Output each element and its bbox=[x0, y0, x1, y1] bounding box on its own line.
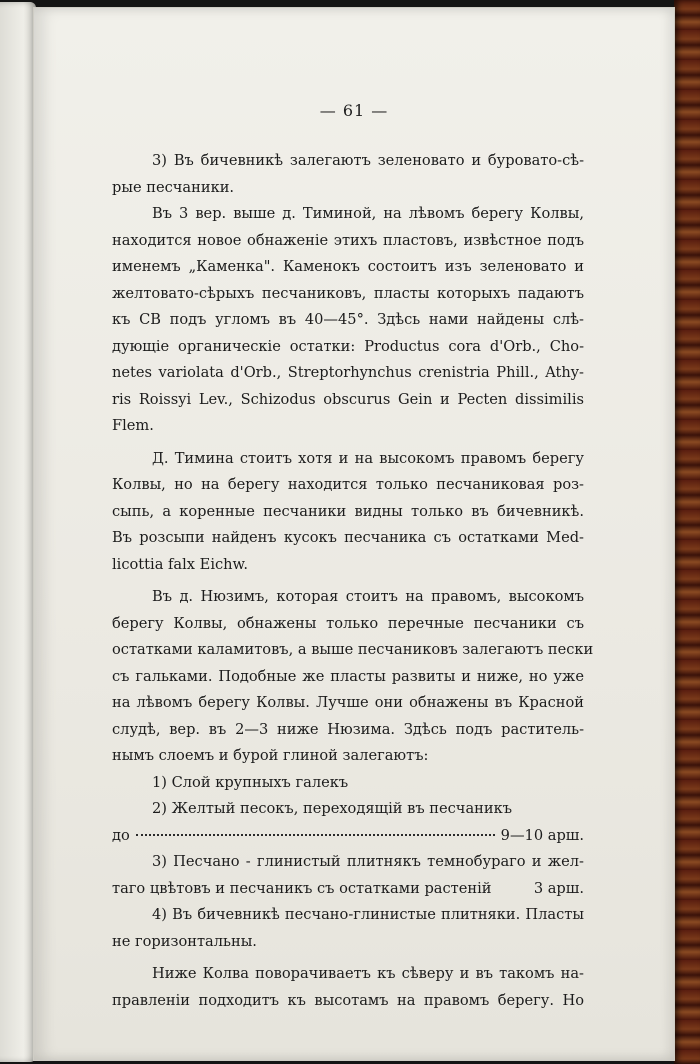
page-body bbox=[112, 148, 594, 1014]
list-item-value: 3 арш. bbox=[533, 879, 584, 897]
list-item-continuation bbox=[112, 876, 584, 903]
text-line: Въ д. Нюзимъ, которая стоитъ на правомъ, высокомъ bbox=[152, 588, 584, 605]
paragraph-5 bbox=[112, 961, 584, 1014]
paragraph-2 bbox=[112, 201, 584, 440]
list-item: 1) Слой крупныхъ галекъ bbox=[152, 773, 349, 791]
text-line: дующіе органическіе остатки: Productus cora d'Orb., Cho- bbox=[112, 337, 584, 355]
list-item: 3) Песчано - глинистый плитнякъ темнобураго и жел- bbox=[152, 853, 584, 870]
text-line: netes variolata d'Orb., Streptorhynchus crenistria Phill., Athy- bbox=[112, 364, 584, 381]
text-line: желтовато-сѣрыхъ песчаниковъ, пласты которыхъ падаютъ bbox=[112, 284, 584, 302]
list-item-continuation bbox=[112, 823, 584, 850]
list-item-value: 9—10 арш. bbox=[500, 826, 584, 844]
text-line: на лѣвомъ берегу Колвы. Лучше они обнажены въ Красной bbox=[112, 694, 584, 711]
text-line: Колвы, но на берегу находится только песчаниковая роз- bbox=[112, 476, 584, 493]
text-line: къ СВ подъ угломъ въ 40—45°. Здѣсь нами найдены слѣ- bbox=[112, 311, 584, 328]
text-line: ris Roissyi Lev., Schizodus obscurus Gein и Pecten dissimilis bbox=[112, 390, 584, 408]
text-line: licottia falx Eichw. bbox=[112, 555, 248, 573]
text-line: Flem. bbox=[112, 417, 154, 434]
book-binding-edge bbox=[674, 0, 700, 1064]
text-line: Въ 3 вер. выше д. Тиминой, на лѣвомъ берегу Колвы, bbox=[152, 205, 584, 222]
text-line: правленіи подходитъ къ высотамъ на правомъ берегу. Но bbox=[112, 991, 584, 1009]
paragraph-4 bbox=[112, 584, 594, 770]
text-line: сыпь, а коренные песчаники видны только въ бичевникѣ. bbox=[112, 502, 584, 520]
text-line: Ниже Колва поворачиваетъ къ сѣверу и въ такомъ на- bbox=[152, 965, 584, 982]
layer-list bbox=[112, 770, 584, 956]
paragraph-3 bbox=[112, 446, 584, 579]
text-line: остатками каламитовъ, а выше песчаниковъ залегаютъ пески bbox=[112, 641, 594, 658]
text-line: берегу Колвы, обнажены только перечные песчаники съ bbox=[112, 614, 584, 632]
text-line: слудѣ, вер. въ 2—3 ниже Нюзима. Здѣсь подъ раститель- bbox=[112, 720, 584, 738]
text-line: находится новое обнаженіе этихъ пластовъ, извѣстное подъ bbox=[112, 231, 584, 249]
document-page bbox=[34, 8, 674, 1060]
list-item-text: таго цвѣтовъ и песчаникъ съ остатками растеній bbox=[112, 879, 492, 897]
list-item-continuation: не горизонтальны. bbox=[112, 932, 257, 950]
previous-page-edge bbox=[0, 2, 36, 1062]
page-number: — 61 — bbox=[319, 101, 389, 120]
list-item: 4) Въ бичевникѣ песчано-глинистые плитняки. Пласты bbox=[152, 906, 584, 923]
text-line: именемъ „Каменка". Каменокъ состоитъ изъ зеленовато и bbox=[112, 258, 584, 275]
text-line: Въ розсыпи найденъ кусокъ песчаника съ остатками Med- bbox=[112, 529, 584, 546]
paragraph-1 bbox=[112, 148, 584, 201]
text-line: нымъ слоемъ и бурой глиной залегаютъ: bbox=[112, 747, 429, 764]
list-item-prefix: до bbox=[112, 826, 130, 844]
dot-leader bbox=[136, 833, 495, 836]
text-line: Д. Тимина стоитъ хотя и на высокомъ правомъ берегу bbox=[152, 449, 584, 467]
list-item: 2) Желтый песокъ, переходящій въ песчаникъ bbox=[152, 800, 513, 817]
text-line: съ гальками. Подобные же пласты развиты и ниже, но уже bbox=[112, 667, 584, 685]
text-line: рые песчаники. bbox=[112, 178, 235, 196]
text-line: 3) Въ бичевникѣ залегаютъ зеленовато и буровато-сѣ- bbox=[152, 152, 584, 169]
